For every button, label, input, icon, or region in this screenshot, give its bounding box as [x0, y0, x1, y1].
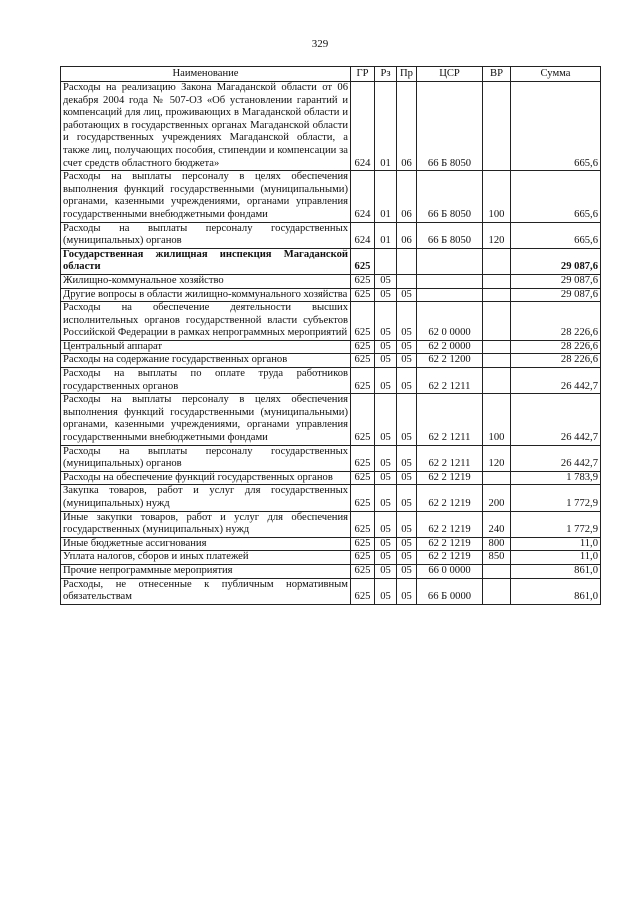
- header-sum: Сумма: [511, 67, 601, 82]
- table-row: [61, 82, 601, 171]
- cell-pr: [397, 274, 417, 288]
- cell-pr: 06: [397, 82, 417, 171]
- table-row: [61, 471, 601, 485]
- cell-vr: [483, 471, 511, 485]
- page-number: 329: [311, 38, 329, 50]
- cell-pr: 05: [397, 354, 417, 368]
- table-row: [61, 511, 601, 537]
- cell-name: Закупка товаров, работ и услуг для государственных (муниципальных) нужд: [61, 485, 351, 511]
- cell-gr: 625: [351, 274, 375, 288]
- cell-name: Жилищно-коммунальное хозяйство: [61, 274, 351, 288]
- cell-gr: 625: [351, 248, 375, 274]
- cell-gr: 625: [351, 445, 375, 471]
- header-csr: ЦСР: [417, 67, 483, 82]
- cell-gr: 625: [351, 340, 375, 354]
- cell-vr: 800: [483, 537, 511, 551]
- cell-rz: 01: [375, 171, 397, 222]
- cell-csr: 66 Б 8050: [417, 82, 483, 171]
- cell-rz: 05: [375, 537, 397, 551]
- cell-rz: 05: [375, 511, 397, 537]
- cell-gr: 624: [351, 82, 375, 171]
- cell-pr: 05: [397, 368, 417, 394]
- cell-pr: 06: [397, 222, 417, 248]
- header-rz: Рз: [375, 67, 397, 82]
- cell-vr: [483, 368, 511, 394]
- cell-sum: 26 442,7: [511, 368, 601, 394]
- cell-pr: 05: [397, 288, 417, 302]
- table-row: [61, 551, 601, 565]
- cell-gr: 625: [351, 511, 375, 537]
- cell-sum: 26 442,7: [511, 394, 601, 445]
- table-row: [61, 394, 601, 445]
- cell-csr: 66 Б 0000: [417, 578, 483, 604]
- cell-csr: 66 Б 8050: [417, 222, 483, 248]
- table-row: [61, 445, 601, 471]
- cell-sum: 29 087,6: [511, 288, 601, 302]
- cell-sum: 28 226,6: [511, 302, 601, 341]
- cell-sum: 29 087,6: [511, 248, 601, 274]
- cell-gr: 624: [351, 171, 375, 222]
- cell-csr: 62 2 1219: [417, 485, 483, 511]
- cell-csr: 62 2 1200: [417, 354, 483, 368]
- table-row: [61, 564, 601, 578]
- cell-vr: [483, 354, 511, 368]
- cell-name: Иные бюджетные ассигнования: [61, 537, 351, 551]
- table-row: [61, 288, 601, 302]
- cell-rz: 05: [375, 578, 397, 604]
- cell-vr: [483, 302, 511, 341]
- header-pr: Пр: [397, 67, 417, 82]
- cell-name: Государственная жилищная инспекция Магаданской области: [61, 248, 351, 274]
- cell-pr: 05: [397, 471, 417, 485]
- cell-sum: 11,0: [511, 537, 601, 551]
- cell-vr: [483, 564, 511, 578]
- cell-csr: 62 2 1211: [417, 445, 483, 471]
- cell-name: Иные закупки товаров, работ и услуг для обеспечения государственных (муниципальных) нужд: [61, 511, 351, 537]
- cell-rz: 05: [375, 302, 397, 341]
- cell-sum: 1 783,9: [511, 471, 601, 485]
- cell-csr: 62 2 1219: [417, 471, 483, 485]
- table-row: [61, 354, 601, 368]
- cell-gr: 625: [351, 564, 375, 578]
- cell-vr: 100: [483, 394, 511, 445]
- cell-rz: [375, 248, 397, 274]
- cell-sum: 665,6: [511, 171, 601, 222]
- cell-rz: 05: [375, 368, 397, 394]
- cell-sum: 11,0: [511, 551, 601, 565]
- cell-csr: [417, 288, 483, 302]
- budget-table: [60, 66, 601, 605]
- cell-csr: [417, 274, 483, 288]
- table-row: [61, 537, 601, 551]
- cell-gr: 625: [351, 485, 375, 511]
- cell-csr: 62 2 0000: [417, 340, 483, 354]
- cell-rz: 05: [375, 471, 397, 485]
- cell-csr: 62 2 1211: [417, 368, 483, 394]
- cell-gr: 625: [351, 537, 375, 551]
- header-name: Наименование: [61, 67, 351, 82]
- cell-name: Расходы на обеспечение функций государственных органов: [61, 471, 351, 485]
- cell-name: Расходы на выплаты персоналу в целях обеспечения выполнения функций государственными (муниципальными) органами, казенными учреждениями, органами управления государственными внебюджетными фондами: [61, 171, 351, 222]
- cell-vr: [483, 248, 511, 274]
- cell-csr: 62 2 1211: [417, 394, 483, 445]
- cell-pr: 05: [397, 551, 417, 565]
- cell-name: Уплата налогов, сборов и иных платежей: [61, 551, 351, 565]
- cell-sum: 29 087,6: [511, 274, 601, 288]
- table-row: [61, 171, 601, 222]
- cell-gr: 625: [351, 394, 375, 445]
- cell-vr: [483, 340, 511, 354]
- cell-sum: 28 226,6: [511, 354, 601, 368]
- cell-name: Центральный аппарат: [61, 340, 351, 354]
- table-row: [61, 302, 601, 341]
- cell-gr: 624: [351, 222, 375, 248]
- cell-sum: 665,6: [511, 82, 601, 171]
- cell-vr: 240: [483, 511, 511, 537]
- cell-pr: 05: [397, 511, 417, 537]
- cell-rz: 05: [375, 340, 397, 354]
- cell-vr: [483, 82, 511, 171]
- table-row: [61, 340, 601, 354]
- cell-rz: 05: [375, 288, 397, 302]
- cell-name: Расходы, не отнесенные к публичным нормативным обязательствам: [61, 578, 351, 604]
- cell-pr: 05: [397, 340, 417, 354]
- table-row: [61, 485, 601, 511]
- cell-pr: 05: [397, 564, 417, 578]
- cell-gr: 625: [351, 288, 375, 302]
- cell-csr: 66 0 0000: [417, 564, 483, 578]
- cell-csr: 66 Б 8050: [417, 171, 483, 222]
- cell-rz: 01: [375, 82, 397, 171]
- cell-name: Прочие непрограммные мероприятия: [61, 564, 351, 578]
- table-row: [61, 368, 601, 394]
- cell-pr: 05: [397, 537, 417, 551]
- cell-name: Расходы на выплаты персоналу в целях обеспечения выполнения функций государственными (муниципальными) органами, казенными учреждениями, органами управления государственными внебюджетными фондами: [61, 394, 351, 445]
- cell-sum: 1 772,9: [511, 511, 601, 537]
- table-row: [61, 578, 601, 604]
- cell-pr: 05: [397, 302, 417, 341]
- cell-vr: 200: [483, 485, 511, 511]
- cell-sum: 665,6: [511, 222, 601, 248]
- table-row: [61, 274, 601, 288]
- cell-vr: 120: [483, 222, 511, 248]
- cell-vr: 120: [483, 445, 511, 471]
- cell-rz: 01: [375, 222, 397, 248]
- cell-name: Расходы на содержание государственных органов: [61, 354, 351, 368]
- cell-gr: 625: [351, 354, 375, 368]
- header-gr: ГР: [351, 67, 375, 82]
- cell-gr: 625: [351, 368, 375, 394]
- cell-sum: 26 442,7: [511, 445, 601, 471]
- cell-vr: [483, 578, 511, 604]
- cell-csr: 62 2 1219: [417, 511, 483, 537]
- cell-gr: 625: [351, 302, 375, 341]
- cell-rz: 05: [375, 564, 397, 578]
- cell-csr: 62 2 1219: [417, 537, 483, 551]
- cell-name: Расходы на выплаты персоналу государственных (муниципальных) органов: [61, 222, 351, 248]
- cell-pr: 05: [397, 485, 417, 511]
- cell-rz: 05: [375, 354, 397, 368]
- cell-name: Расходы на выплаты персоналу государственных (муниципальных) органов: [61, 445, 351, 471]
- cell-gr: 625: [351, 471, 375, 485]
- cell-sum: 28 226,6: [511, 340, 601, 354]
- cell-name: Расходы на реализацию Закона Магаданской области от 06 декабря 2004 года № 507-ОЗ «Об установлении гарантий и компенсаций для лиц, проживающих в Магаданской области и работающих в государственных органах Магаданской области и государственных учреждениях Магаданской области, а также лиц, получающих пособия, стипендии и компенсации за счет средств областного бюджета»: [61, 82, 351, 171]
- cell-sum: 1 772,9: [511, 485, 601, 511]
- cell-gr: 625: [351, 578, 375, 604]
- table-header-row: [61, 67, 601, 82]
- cell-vr: 100: [483, 171, 511, 222]
- table-row: [61, 248, 601, 274]
- cell-pr: 06: [397, 171, 417, 222]
- cell-gr: 625: [351, 551, 375, 565]
- cell-vr: [483, 274, 511, 288]
- cell-pr: 05: [397, 445, 417, 471]
- cell-pr: 05: [397, 394, 417, 445]
- cell-rz: 05: [375, 551, 397, 565]
- cell-pr: [397, 248, 417, 274]
- cell-name: Другие вопросы в области жилищно-коммунального хозяйства: [61, 288, 351, 302]
- cell-sum: 861,0: [511, 578, 601, 604]
- cell-csr: 62 0 0000: [417, 302, 483, 341]
- cell-rz: 05: [375, 274, 397, 288]
- cell-rz: 05: [375, 445, 397, 471]
- cell-rz: 05: [375, 394, 397, 445]
- cell-csr: [417, 248, 483, 274]
- cell-csr: 62 2 1219: [417, 551, 483, 565]
- cell-vr: [483, 288, 511, 302]
- cell-vr: 850: [483, 551, 511, 565]
- cell-rz: 05: [375, 485, 397, 511]
- cell-sum: 861,0: [511, 564, 601, 578]
- table-row: [61, 222, 601, 248]
- cell-pr: 05: [397, 578, 417, 604]
- header-vr: ВР: [483, 67, 511, 82]
- cell-name: Расходы на выплаты по оплате труда работников государственных органов: [61, 368, 351, 394]
- cell-name: Расходы на обеспечение деятельности высших исполнительных органов государственной власти субъектов Российской Федерации в рамках непрограммных мероприятий: [61, 302, 351, 341]
